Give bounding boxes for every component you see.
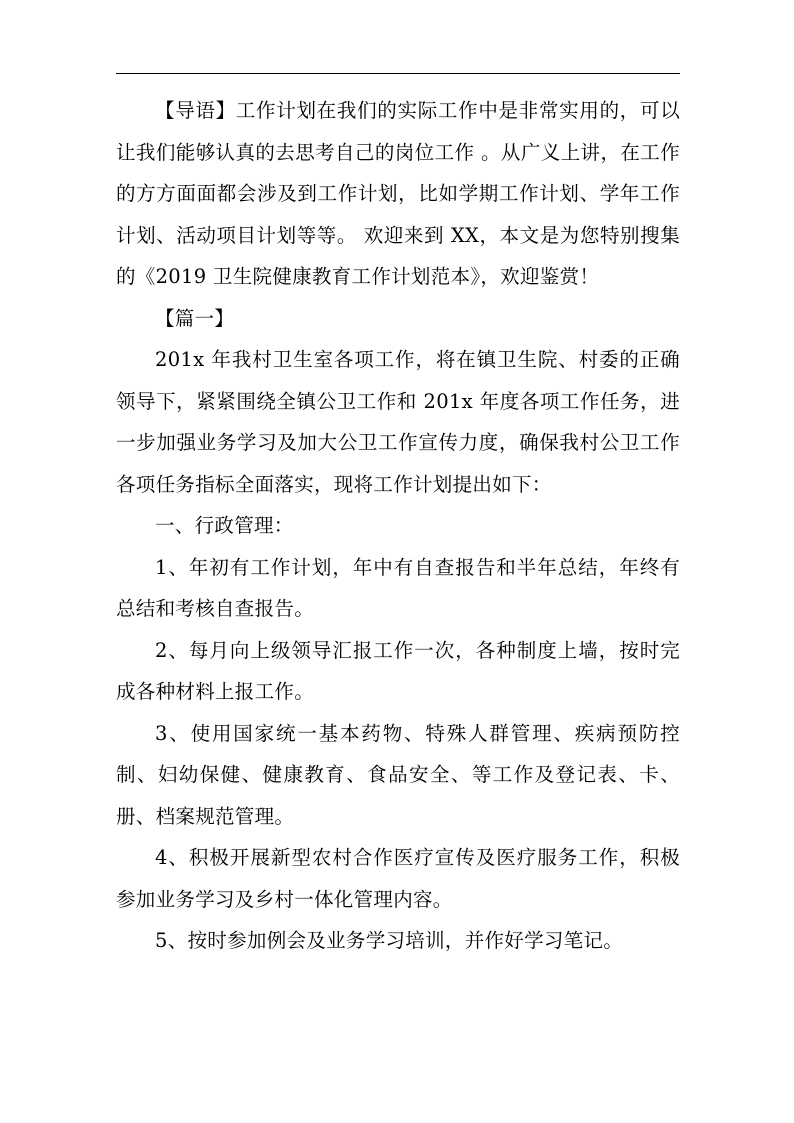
header-rule (116, 73, 680, 74)
list-item: 3、使用国家统一基本药物、特殊人群管理、疾病预防控制、妇幼保健、健康教育、食品安全、等工作及登记表、卡、册、档案规范管理。 (116, 721, 680, 828)
list-item: 4、积极开展新型农村合作医疗宣传及医疗服务工作，积极参加业务学习及乡村一体化管理内容。 (116, 846, 680, 911)
body-paragraph: 201x 年我村卫生室各项工作，将在镇卫生院、村委的正确领导下，紧紧围绕全镇公卫工作和 201x 年度各项工作任务，进一步加强业务学习及加大公卫工作宣传力度，确保我村公卫工作各项任务指标全面落实，现将工作计划提出如下： (116, 348, 680, 496)
intro-paragraph: 【导语】工作计划在我们的实际工作中是非常实用的，可以让我们能够认真的去思考自己的岗位工作 。从广义上讲，在工作的方方面面都会涉及到工作计划，比如学期工作计划、学年工作计划、活动项目计划等等。 欢迎来到 XX，本文是为您特别搜集的《2019 卫生院健康教育工作计划范本》，欢迎鉴赏！ (116, 99, 680, 288)
subsection-heading: 一、行政管理： (155, 514, 294, 537)
document-body (116, 90, 680, 962)
list-item: 2、每月向上级领导汇报工作一次，各种制度上墙，按时完成各种材料上报工作。 (116, 638, 680, 703)
list-item: 1、年初有工作计划，年中有自查报告和半年总结，年终有总结和考核自查报告。 (116, 555, 680, 620)
section-heading: 【篇一】 (155, 306, 235, 330)
list-item: 5、按时参加例会及业务学习培训，并作好学习笔记。 (155, 929, 624, 952)
